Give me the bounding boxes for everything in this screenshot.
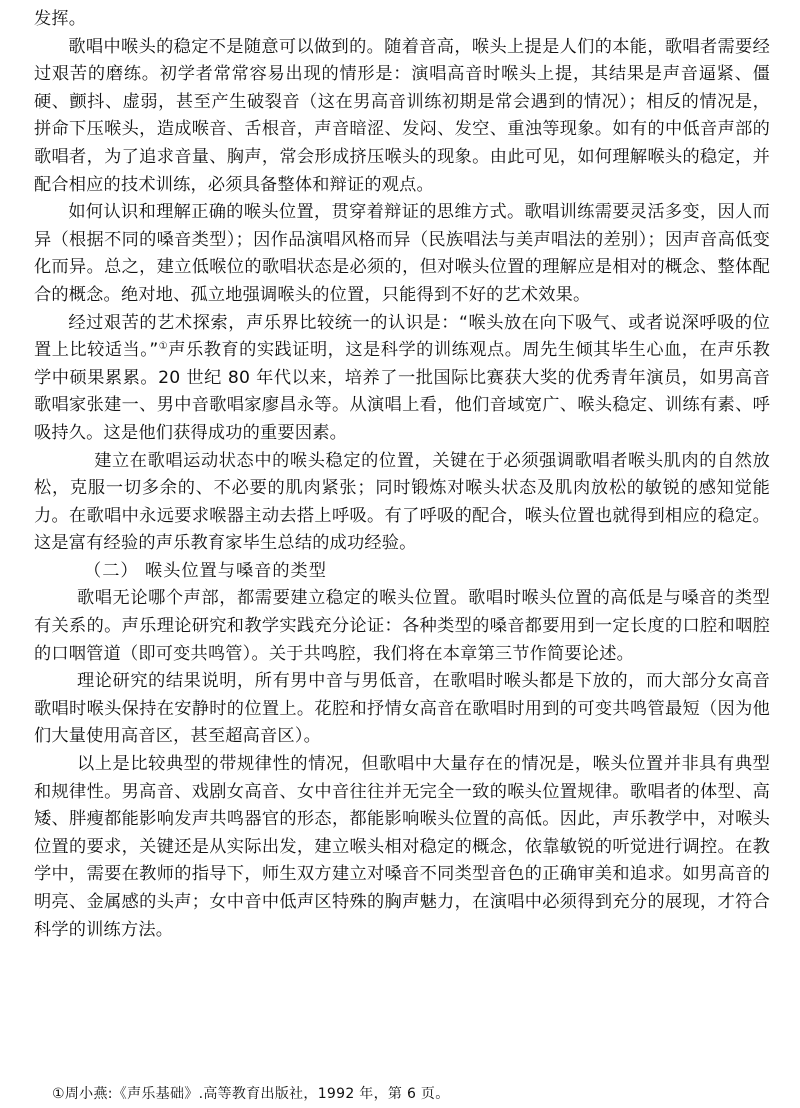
paragraph-art-exploration bbox=[34, 310, 770, 448]
footnote: ①周小燕:《声乐基础》.高等教育出版社，1992 年，第 6 页。 bbox=[52, 1086, 450, 1102]
footnote-marker: ① bbox=[158, 341, 169, 353]
paragraph-research-results: 理论研究的结果说明，所有男中音与男低音，在歌唱时喉头都是下放的，而大部分女高音歌唱时喉头保持在安静时的位置上。花腔和抒情女高音在歌唱时用到的可变共鸣管最短（因为他们大量使用高音区，甚至超高音区）。 bbox=[34, 671, 770, 747]
paragraph-larynx-position: 如何认识和理解正确的喉头位置，贯穿着辩证的思维方式。歌唱训练需要灵活多变，因人而异（根据不同的嗓音类型）；因作品演唱风格而异（民族唱法与美声唱法的差别）；因声音高低变化而异。总之，建立低喉位的歌唱状态是必须的，但对喉头位置的理解应是相对的概念、整体配合的概念。绝对地、孤立地强调喉头的位置，只能得到不好的艺术效果。 bbox=[34, 202, 770, 305]
paragraph-continuation: 发挥。 bbox=[34, 9, 87, 29]
section-heading: （二） 喉头位置与嗓音的类型 bbox=[84, 560, 327, 581]
paragraph-typical-cases: 以上是比较典型的带规律性的情况，但歌唱中大量存在的情况是，喉头位置并非具有典型和规律性。男高音、戏剧女高音、女中音往往并无完全一致的喉头位置规律。歌唱者的体型、高矮、胖瘦都能影响发声共鸣器官的形态，都能影响喉头位置的高低。因此，声乐教学中，对喉头位置的要求，关键还是从实际出发，建立喉头相对稳定的概念，依靠敏锐的听觉进行调控。在教学中，需要在教师的指导下，师生双方建立对嗓音不同类型音色的正确审美和追求。如男高音的明亮、金属感的头声；女中音中低声区特殊的胸声魅力，在演唱中必须得到充分的展现，才符合科学的训练方法。 bbox=[34, 754, 770, 940]
paragraph-art-exploration-rest: 声乐教育的实践证明，这是科学的训练观点。周先生倾其毕生心血，在声乐教学中硕果累累。20 世纪 80 年代以来，培养了一批国际比赛获大奖的优秀青年演员，如男高音歌唱家张建一、男中音歌唱家廖昌永等。从演唱上看，他们音域宽广、喉头稳定、训练有素、呼吸持久。这是他们获得成功的重要因素。 bbox=[34, 340, 771, 443]
paragraph-larynx-stability: 歌唱中喉头的稳定不是随意可以做到的。随着音高，喉头上提是人们的本能，歌唱者需要经过艰苦的磨练。初学者常常容易出现的情形是：演唱高音时喉头上提，其结果是声音逼紧、僵硬、颤抖、虚弱，甚至产生破裂音（这在男高音训练初期是常会遇到的情况）；相反的情况是，拼命下压喉头，造成喉音、舌根音，声音暗涩、发闷、发空、重浊等现象。如有的中低音声部的歌唱者，为了追求音量、胸声，常会形成挤压喉头的现象。由此可见，如何理解喉头的稳定，并配合相应的技术训练，必须具备整体和辩证的观点。 bbox=[34, 36, 770, 195]
paragraph-voice-types: 歌唱无论哪个声部，都需要建立稳定的喉头位置。歌唱时喉头位置的高低是与嗓音的类型有关系的。声乐理论研究和教学实践充分论证：各种类型的嗓音都要用到一定长度的口腔和咽腔的口咽管道（即可变共鸣管）。关于共鸣腔，我们将在本章第三节作简要论述。 bbox=[34, 588, 770, 664]
quote-text: 经过艰苦的艺术探索，声乐界比较统一的认识是：“喉头放在向下吸气、或者说深呼吸的位置上比较适当。” bbox=[34, 312, 770, 361]
paragraph-muscle-relaxation: 建立在歌唱运动状态中的喉头稳定的位置，关键在于必须强调歌唱者喉头肌肉的自然放松，克服一切多余的、不必要的肌肉紧张；同时锻炼对喉头状态及肌肉放松的敏锐的感知觉能力。在歌唱中永远要求喉器主动去搭上呼吸。有了呼吸的配合，喉头位置也就得到相应的稳定。这是富有经验的声乐教育家毕生总结的成功经验。 bbox=[34, 450, 770, 554]
